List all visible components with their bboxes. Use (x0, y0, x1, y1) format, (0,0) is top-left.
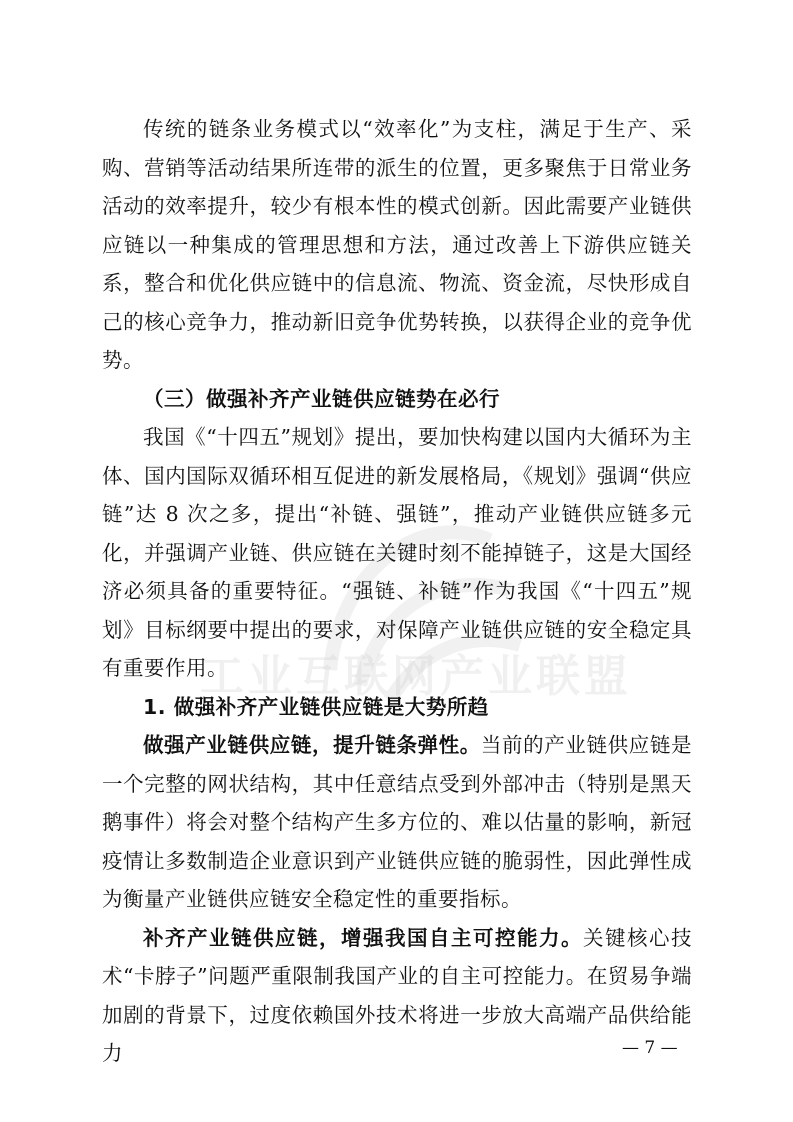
document-page (102, 110, 692, 1073)
paragraph-autonomy (102, 919, 692, 1073)
paragraph-resilience-lead: 做强产业链供应链，提升链条弹性。 (143, 733, 481, 757)
page-number: — 7 — (622, 1038, 678, 1058)
paragraph-resilience-body: 当前的产业链供应链是一个完整的网状结构，其中任意结点受到外部冲击（特别是黑天鹅事件）将会对整个结构产生多方位的、难以估量的影响，新冠疫情让多数制造企业意识到产业链供应链的脆弱性，因此弹性成为衡量产业链供应链安全稳定性的重要指标。 (102, 733, 693, 911)
paragraph-autonomy-lead: 补齐产业链供应链，增强我国自主可控能力。 (143, 925, 583, 950)
paragraph-autonomy-body: 关键核心技术“卡脖子”问题严重限制我国产业的自主可控能力。在贸易争端加剧的背景下，过度依赖国外技术将进一步放大高端产品供给能力 (102, 925, 692, 1065)
paragraph-traditional-model: 传统的链条业务模式以“效率化”为支柱，满足于生产、采购、营销等活动结果所连带的派生的位置，更多聚焦于日常业务活动的效率提升，较少有根本性的模式创新。因此需要产业链供应链以一种集成的管理思想和方法，通过改善上下游供应链关系，整合和优化供应链中的信息流、物流、资金流，尽快形成自己的核心竞争力，推动新旧竞争优势转换，以获得企业的竞争优势。 (102, 117, 692, 372)
subsection-heading-1: 1. 做强补齐产业链供应链是大势所趋 (143, 694, 489, 719)
section-heading-3: （三）做强补齐产业链供应链势在必行 (143, 386, 500, 411)
watermark-text: 工业互联网产业联盟 (200, 651, 632, 702)
paragraph-14th-plan: 我国《“十四五”规划》提出，要加快构建以国内大循环为主体、国内国际双循环相互促进的新发展格局，《规划》强调“供应链”达 8 次之多，提出“补链、强链”，推动产业链供应链多元化，并强调产业链、供应链在关键时刻不能掉链子，这是大国经济必须具备的重要特征。“强链、补链”作为我国《“十四五”规划》目标纲要中提出的要求，对保障产业链供应链的安全稳定具有重要作用。 (102, 425, 692, 680)
paragraph-resilience (102, 726, 692, 919)
